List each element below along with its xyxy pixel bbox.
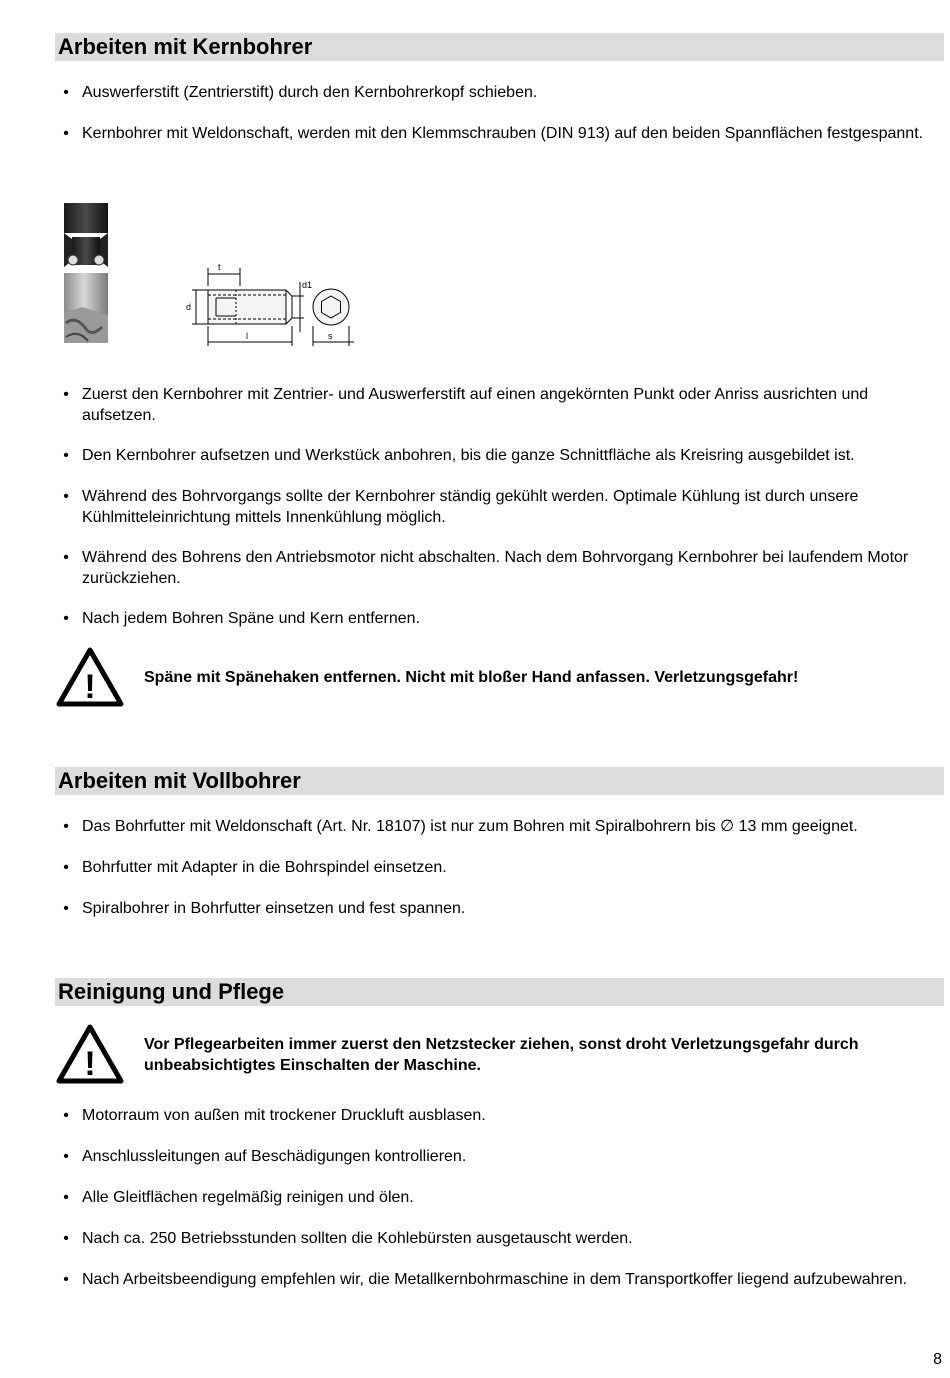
list-item-text: Motorraum von außen mit trockener Druckluft ausblasen.	[82, 1107, 486, 1124]
list-item	[60, 385, 940, 426]
list-item	[60, 1270, 940, 1291]
bullet-dot: •	[63, 84, 69, 101]
set-screw-drawing	[178, 262, 358, 348]
list-item-text: Das Bohrfutter mit Weldonschaft (Art. Nr. 18107) ist nur zum Bohren mit Spiralbohrern bis ∅ 13 mm geeignet.	[82, 818, 858, 835]
list-item	[60, 609, 940, 630]
list-item	[60, 817, 940, 838]
list-item-text: Während des Bohrens den Antriebsmotor nicht abschalten. Nach dem Bohrvorgang Kernbohrer bei laufendem Motor zurückziehen.	[82, 549, 909, 587]
list-item-text: Nach Arbeitsbeendigung empfehlen wir, die Metallkernbohrmaschine in dem Transportkoffer liegend aufzubewahren.	[82, 1271, 908, 1288]
bullet-dot: •	[63, 125, 69, 142]
warning-triangle-icon	[56, 1024, 124, 1084]
section-title: Arbeiten mit Vollbohrer	[58, 768, 301, 793]
section-header-kernbohrer	[55, 33, 944, 61]
list-item	[60, 858, 940, 879]
list-item-text: Auswerferstift (Zentrierstift) durch den Kernbohrerkopf schieben.	[82, 84, 538, 101]
bullet-dot: •	[63, 1189, 69, 1206]
list-item-text: Alle Gleitflächen regelmäßig reinigen und ölen.	[82, 1189, 414, 1206]
drawing-label-t: t	[218, 262, 221, 272]
list-item-text: Anschlussleitungen auf Beschädigungen kontrollieren.	[82, 1148, 467, 1165]
list-item	[60, 1229, 940, 1250]
drawing-label-d1: d1	[302, 280, 313, 290]
bullet-dot: •	[63, 610, 69, 627]
section-title: Reinigung und Pflege	[58, 979, 285, 1004]
bullet-dot: •	[63, 818, 69, 835]
bullet-dot: •	[63, 859, 69, 876]
list-item-text: Während des Bohrvorgangs sollte der Kernbohrer ständig gekühlt werden. Optimale Kühlung ist durch unsere Kühlmitteleinrichtung mittels Innenkühlung möglich.	[82, 488, 859, 526]
list-item-text: Zuerst den Kernbohrer mit Zentrier- und Auswerferstift auf einen angekörnten Punkt oder Anriss ausrichten und aufsetzen.	[82, 386, 869, 424]
bullet-dot: •	[63, 488, 69, 505]
section-title: Arbeiten mit Kernbohrer	[58, 34, 313, 59]
bullet-dot: •	[63, 447, 69, 464]
list-item	[60, 1147, 940, 1168]
list-item-text: Den Kernbohrer aufsetzen und Werkstück anbohren, bis die ganze Schnittfläche als Kreisring ausgebildet ist.	[82, 447, 855, 464]
page-number: 8	[933, 1351, 942, 1368]
list-item	[60, 899, 940, 920]
warning-exclamation: !	[84, 668, 96, 706]
list-item-text: Nach jedem Bohren Späne und Kern entfernen.	[82, 610, 421, 627]
section-header-reinigung	[55, 978, 944, 1006]
list-item	[60, 83, 940, 104]
bullet-dot: •	[63, 1271, 69, 1288]
list-item	[60, 487, 940, 528]
warning-text: Späne mit Spänehaken entfernen. Nicht mit bloßer Hand anfassen. Verletzungsgefahr!	[144, 669, 799, 686]
bullet-dot: •	[63, 1107, 69, 1124]
bullet-dot: •	[63, 1230, 69, 1247]
list-item	[60, 124, 940, 145]
list-item	[60, 1106, 940, 1127]
bullet-dot: •	[63, 386, 69, 403]
bullet-dot: •	[63, 900, 69, 917]
bullet-dot: •	[63, 549, 69, 566]
warning-triangle-icon	[56, 647, 124, 707]
core-drill-photo	[62, 203, 112, 343]
list-item-text: Spiralbohrer in Bohrfutter einsetzen und fest spannen.	[82, 900, 466, 917]
list-item	[60, 1188, 940, 1209]
list-item-text: Nach ca. 250 Betriebsstunden sollten die Kohlebürsten ausgetauscht werden.	[82, 1230, 633, 1247]
drawing-label-d: d	[186, 302, 192, 312]
drawing-label-s: s	[328, 331, 333, 341]
section-header-vollbohrer	[55, 767, 944, 795]
list-item	[60, 446, 940, 467]
warning-text: Vor Pflegearbeiten immer zuerst den Netzstecker ziehen, sonst droht Verletzungsgefahr durch unbeabsichtigtes Einschalten der Maschine.	[144, 1036, 859, 1074]
warning-exclamation: !	[84, 1045, 96, 1083]
list-item	[60, 548, 940, 589]
drawing-label-l: l	[246, 331, 248, 341]
list-item-text: Kernbohrer mit Weldonschaft, werden mit den Klemmschrauben (DIN 913) auf den beiden Spannflächen festgespannt.	[82, 125, 924, 142]
bullet-dot: •	[63, 1148, 69, 1165]
list-item-text: Bohrfutter mit Adapter in die Bohrspindel einsetzen.	[82, 859, 447, 876]
